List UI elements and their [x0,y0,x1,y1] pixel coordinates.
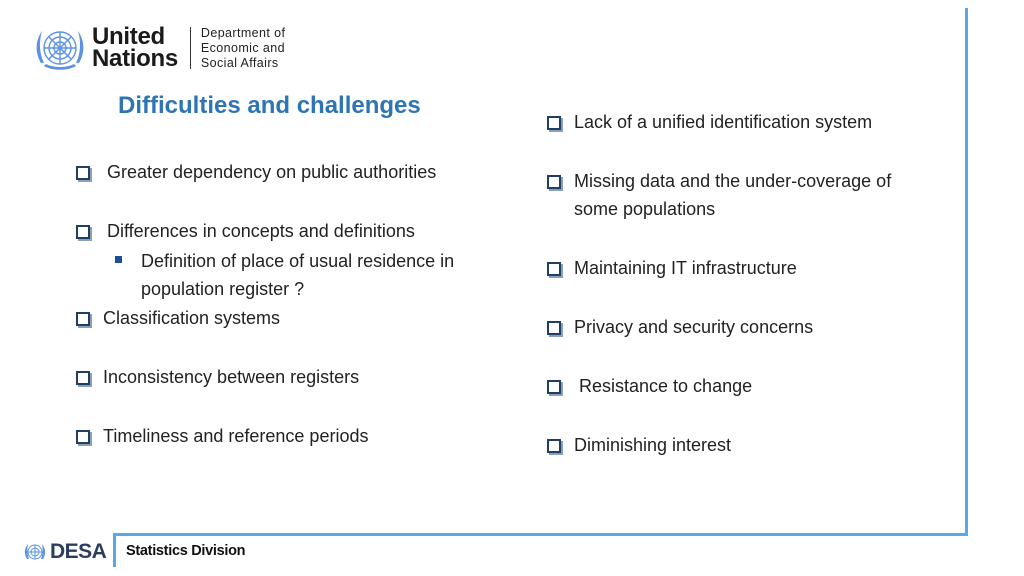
dept-line-3: Social Affairs [200,55,279,70]
list-item: Differences in concepts and definitions [107,221,415,241]
checkbox-icon [76,312,90,326]
checkbox-icon [76,430,90,444]
checkbox-icon [547,439,561,453]
right-bullet-list [545,0,955,470]
list-item: Inconsistency between registers [103,367,360,387]
un-emblem-small-icon [24,541,46,563]
dept-line-1: Department of [200,25,286,40]
frame-bottom-border [113,533,968,536]
checkbox-icon [547,262,561,276]
footer-separator [113,533,116,567]
desa-logo [24,540,106,564]
list-item: Classification systems [103,308,281,328]
desa-wordmark: DESA [50,540,107,563]
left-bullet-list [74,0,514,470]
list-item: Greater dependency on public authorities [107,162,437,182]
checkbox-icon [76,371,90,385]
checkbox-icon [547,116,561,130]
un-word-2: Nations [92,45,178,72]
list-item: Privacy and security concerns [574,317,814,337]
list-item: Missing data and the under-coverage of [574,171,892,191]
checkbox-icon [547,380,561,394]
sub-list-item: Definition of place of usual residence in [141,251,455,271]
sub-list-item-continued: population register ? [141,279,305,299]
list-item: Diminishing interest [574,435,732,455]
statistics-division-label: Statistics Division [126,543,246,559]
slide-title: Difficulties and challenges [118,92,421,119]
un-word-1: United [92,23,165,50]
checkbox-icon [547,175,561,189]
frame-right-border [965,8,968,535]
list-item: Maintaining IT infrastructure [574,258,797,278]
checkbox-icon [547,321,561,335]
dept-line-2: Economic and [200,40,285,55]
list-item: Lack of a unified identification system [574,112,873,132]
list-item-continued: some populations [574,199,716,219]
checkbox-icon [76,225,90,239]
square-bullet-icon [115,256,122,263]
list-item: Resistance to change [579,376,753,396]
checkbox-icon [76,166,90,180]
list-item: Timeliness and reference periods [103,426,369,446]
